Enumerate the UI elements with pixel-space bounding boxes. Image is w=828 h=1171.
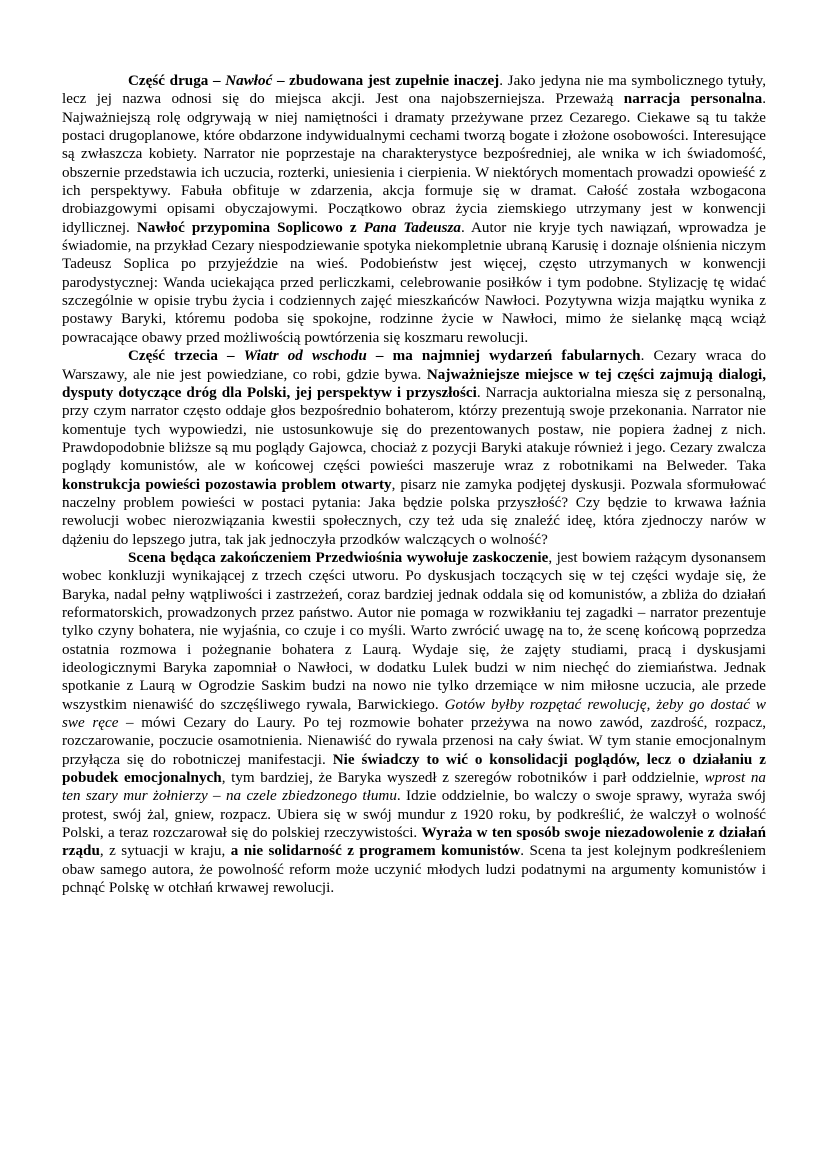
bold-italic-run: Nawłoć [225, 73, 273, 89]
text-run: , pisarz nie zamyka podjętej dyskusji. Pozwala sformułować naczelny problem powieści w postaci pytania: Jaka będzie polska przyszłość? Czy będzie to krwawa łaźnia rewolucji wobec nierozwiązania kwestii społecznych, czy też uda się znaleźć ideę, która zjednoczy narów w dążeniu do lepszego jutra, tak jak jednoczyła przodków walczących o wolność? [62, 476, 766, 548]
bold-run: – zbudowana jest zupełnie inaczej [272, 73, 500, 89]
italic-run: Gotów byłby rozpętać rewolucję, żeby go dostać w swe ręce [62, 696, 766, 732]
text-run: . Autor nie kryje tych nawiązań, wprowadza je świadomie, na przykład Cezary niespodziewanie spotyka niekompletnie ubraną Karusię i doznaje olśnienia niczym Tadeusz Soplica po przyjeździe na wieś. Podobieństw jest więcej, często utrzymanych w konwencji parodystycznej: Wanda uciekająca przed perliczkami, celebrowanie posiłków i tym podobne. Stylizację tę widać szczególnie w opisie trybu życia i codziennych zajęć mieszkańców Nawłoci. Pozytywna wizja majątku wynika z postawy Baryki, któremu podoba się spokojne, rodzinne życie w Nawłoci, mimo że sielankę mącą wciąż powracające obawy przed możliwością powtórzenia się koszmaru rewolucji. [62, 219, 767, 346]
paragraph-czesc-trzecia [62, 347, 766, 549]
text-column [62, 72, 766, 897]
italic-run: wprost na ten szary mur żołnierzy – na czele zbiedzonego tłumu [62, 770, 766, 805]
bold-run: Część druga – [128, 73, 226, 89]
text-run: . Narracja auktorialna miesza się z personalną, przy czym narrator często oddaje głos bezpośrednio bohaterom, którzy prezentują swoje przekonania. Narrator nie komentuje tych wypowiedzi, nie ustosunkowuje się do prezentowanych postaw, nie popiera żadnej z nich. Prawdopodobnie bliższe są mu poglądy Gajowca, chociaż z pozycji Baryki atakuje również i jego. Cezary zwalcza poglądy komunistów, ale w końcowej części powieści maszeruje wraz z robotnikami na Belweder. Taka [62, 384, 766, 475]
text-run: . Cezary wraca do Warszawy, ale nie jest powiedziane, co robi, gdzie bywa. [62, 348, 767, 383]
bold-italic-run: Wiatr od wschodu [243, 348, 367, 365]
text-run: , z sytuacji w kraju, [99, 843, 231, 860]
bold-run: a nie solidarność z programem komunistów [230, 843, 521, 860]
paragraph-czesc-druga [62, 72, 766, 347]
bold-run: Nawłoć przypomina Soplicowo z [136, 219, 364, 236]
text-run: , tym bardziej, że Baryka wyszedł z szeregów robotników i parł oddzielnie, [221, 770, 705, 787]
bold-run: konstrukcja powieści pozostawia problem otwarty [62, 476, 392, 493]
bold-run: – ma najmniej wydarzeń fabularnych [366, 348, 641, 365]
bold-italic-run: Pana Tadeusza [363, 219, 461, 236]
bold-run: Scena będąca zakończeniem Przedwiośnia wywołuje zaskoczenie [128, 549, 549, 566]
text-run: . Najważniejszą rolę odgrywają w niej namiętności i dramaty przeżywane przez Cezarego. Ciekawe są tu także postaci drugoplanowe, które obdarzone indywidualnymi cechami tworzą bogate i złożone osobowości. Interesujące są zwłaszcza kobiety. Narrator nie poprzestaje na charakterystyce bezpośredniej, ale wnika w ich świadomość, obszernie przedstawia ich uczucia, rozterki, uniesienia i cierpienia. W niektórych momentach prowadzi opowieść z ich perspektywy. Fabuła obfituje w zdarzenia, akcja formuje się w dramat. Całość została wzbogacona drobiazgowymi opisami obyczajowymi. Początkowo obraz życia ziemskiego utrzymany jest w konwencji idyllicznej. [62, 91, 766, 236]
text-run: . Scena ta jest kolejnym podkreśleniem obaw samego autora, że powolność reform może uczynić młodych ludzi podatnymi na argumenty komunistów i pchnąć Polskę w otchłań krwawej rewolucji. [62, 843, 766, 897]
bold-run: narracja personalna [623, 91, 763, 108]
bold-run: Nie świadczy to wić o konsolidacji poglądów, lecz o działaniu z pobudek emocjonalnych [62, 751, 766, 787]
bold-run: Najważniejsze miejsce w tej części zajmują dialogi, dysputy dotyczące dróg dla Polski, jej perspektyw i przyszłości [62, 366, 766, 401]
text-run: . Idzie oddzielnie, bo walczy o swoje sprawy, wyraża swój protest, swój żal, gniew, rozpacz. Ubiera się w swój mundur z 1920 roku, by podkreślić, że walczył o wolność Polski, a teraz rozczarował się do polskiej rzeczywistości. [62, 788, 766, 842]
text-run: – mówi Cezary do Laury. Po tej rozmowie bohater przeżywa na nowo zawód, zazdrość, rozpacz, rozczarowanie, poczucie osamotnienia. Nienawiść do rywala przenosi na cały świat. W tym stanie emocjonalnym przyłącza się do robotniczej manifestacji. [62, 715, 767, 768]
text-run: . Jako jedyna nie ma symbolicznego tytuły, lecz jej nazwa odnosi się do miejsca akcji. Jest ona najobszerniejsza. Przeważą [62, 73, 767, 108]
paragraph-scena-zakonczenie [62, 549, 766, 898]
bold-run: Część trzecia – [128, 348, 244, 365]
bold-run: Wyraża w ten sposób swoje niezadowolenie z działań rządu [62, 825, 767, 860]
text-run: , jest bowiem rażącym dysonansem wobec konkluzji wynikającej z trzech części utworu. Po dyskusjach toczących się w tej części wydaje się, że Baryka, nadal pełny wątpliwości i zastrzeżeń, coraz bardziej jednak oddala się od komunistów, a zbliża do działań reformatorskich, prowadzonych przez państwo. Autor nie pomaga w rozwikłaniu tej zagadki – narrator prezentuje tylko czyny bohatera, nie wyjaśnia, co czuje i co myśli. Warto zwrócić uwagę na to, że scenę końcową poprzedza ostatnia rozmowa i pożegnanie bohatera z Laurą. Wydaje się, że zajęty studiami, pracą i dyskusjami ideologicznymi Baryka zapomniał o Nawłoci, w dodatku Lulek budzi w nim niechęć do ziemiaństwa. Jednak spotkanie z Laurą w Ogrodzie Saskim budzi na nowo nie tylko drzemiące w nim miłosne uczucia, ale przede wszystkim nienawiść do szczęśliwego rywala, Barwickiego. [62, 549, 766, 713]
